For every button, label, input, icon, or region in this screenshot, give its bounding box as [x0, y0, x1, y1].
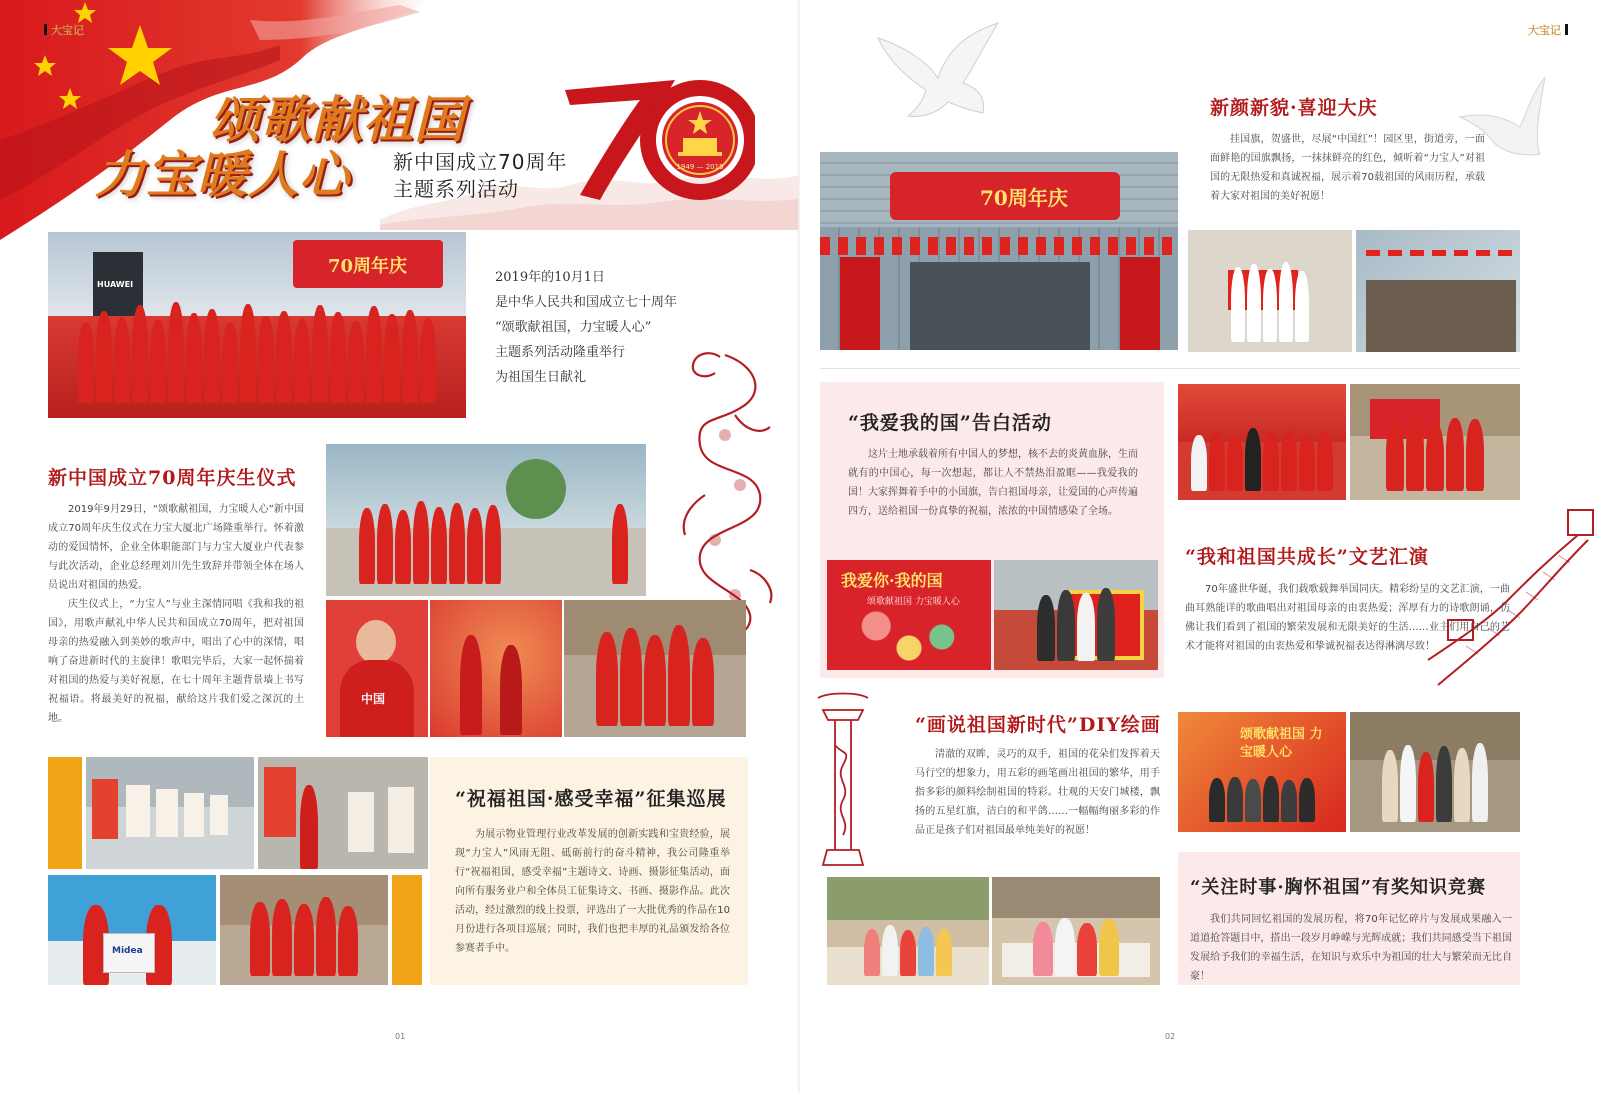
- prize-photo: [48, 875, 216, 985]
- paint-body: [915, 745, 1160, 840]
- singing-photo: [326, 444, 646, 596]
- quiz-audience-photo: [1350, 712, 1520, 832]
- intro-line: 为祖国生日献礼: [495, 370, 587, 385]
- love-title: “我爱我的国”告白活动: [848, 412, 1052, 434]
- right-page: [800, 0, 1600, 1093]
- love-body: [848, 445, 1138, 521]
- title-line-1: 颂歌献祖国: [210, 90, 465, 149]
- paint-title: “画说祖国新时代”DIY绘画: [915, 714, 1161, 736]
- right-header-tag: 大宝记: [1528, 22, 1572, 38]
- left-header-tag: 大宝记: [40, 22, 84, 38]
- flags-row-photo: [1356, 230, 1520, 352]
- tag-bar: [44, 24, 47, 35]
- accent-bar: [48, 757, 82, 869]
- intro-line: 主题系列活动隆重举行: [495, 345, 626, 360]
- intro-line: 2019年的10月1日: [495, 270, 605, 285]
- love-paragraph: 这片土地承载着所有中国人的梦想，核不去的炎黄血脉，生而就有的中国心，每一次想起，都让人不禁热泪盈眶——我爱我的国！大家挥舞着手中的小国旗，告白祖国母亲，让爱国的心声传遍四方，送给祖国一份真挚的祝福，浓浓的中国情感染了全场。: [848, 449, 1138, 517]
- quiz-title: “关注时事·胸怀祖国”有奖知识竞赛: [1190, 877, 1486, 898]
- ceremony-title: 新中国成立70周年庆生仪式: [48, 467, 297, 489]
- accent-bar: [392, 875, 422, 985]
- decorated-building-photo: [820, 152, 1178, 350]
- exhibit-easels-photo: [86, 757, 254, 869]
- title-line-2: 力宝暖人心: [95, 145, 350, 204]
- signing-photo: [564, 600, 746, 737]
- group-photo-ceremony: [48, 232, 466, 418]
- subtitle-line-1: 新中国成立70周年: [393, 150, 568, 174]
- painting-kids-photo-1: [827, 877, 989, 985]
- love-group-photo: [994, 560, 1158, 670]
- dove-icon: [868, 18, 1008, 128]
- quiz-body: [1190, 910, 1512, 986]
- exhibit-body: [455, 825, 730, 958]
- subtitle-line-2: 主题系列活动: [393, 177, 519, 201]
- ceremony-body: [48, 500, 304, 728]
- flag-holders-photo: [1188, 230, 1352, 352]
- quiz-stage-photo: 颂歌献祖国 力宝暖人心: [1178, 712, 1346, 832]
- celebration-banner: 70周年庆: [293, 240, 443, 288]
- exhibit-paragraph: 为展示物业管理行业改革发展的创新实践和宝贵经验，展现“力宝人”风雨无阻、砥砺前行的奋斗精神，我公司隆重举行“祝福祖国，感受幸福”主题诗文、诗画、摄影征集活动，面向所有服务业户和全体员工征集诗文、书画、摄影作品。此次活动，经过激烈的线上投票，评选出了一大批优秀的作品在10月份进行各项目巡展；同时，我们也把丰厚的礼品颁发给各位参赛者手中。: [455, 829, 730, 954]
- grow-title: “我和祖国共成长”文艺汇演: [1185, 546, 1429, 568]
- emblem-years: 1949 — 2019: [676, 163, 724, 171]
- award-group-photo: [220, 875, 388, 985]
- ceremony-paragraph-2: 庆生仪式上，“力宝人”与业主深情同唱《我和我的祖国》，用歌声献礼中华人民共和国成立70周年，把对祖国母亲的热爱融入到美妙的歌声中，唱出了心中的深情，唱响了奋进新时代的主旋律！歌唱完毕后，大家一起怀揣着对祖国的热爱与美好祝愿，在七十周年主题背景墙上书写祝福语。将最美好的祝福，献给这片我们爱之深沉的土地。: [48, 599, 304, 724]
- ceremony-paragraph-1: 2019年9月29日，“颂歌献祖国，力宝暖人心”新中国成立70周年庆生仪式在力宝大厦北广场隆重举行。怀着激动的爱国情怀，企业全体职能部门与力宝大厦业户代表参与此次活动，企业总经理刘川先生致辞并带领全体在场人员说出对祖国的热爱。: [48, 504, 304, 591]
- seventy-anniversary-emblem: [555, 75, 755, 205]
- intro-line: 是中华人民共和国成立七十周年: [495, 295, 678, 310]
- newlook-paragraph: 挂国旗，贺盛世，尽展“中国红”！园区里，街道旁，一面面鲜艳的国旗飘扬，一抹抹鲜亮的红色，倾听着“力宝人”对祖国的无限热爱和真诚祝福，展示着70载祖国的风雨历程，承载着大家对祖国的美好祝愿！: [1210, 134, 1485, 202]
- intro-line: “颂歌献祖国，力宝暖人心”: [495, 320, 652, 335]
- writing-wall-photo: [430, 600, 562, 737]
- paint-paragraph: 清澈的双眸，灵巧的双手，祖国的花朵们发挥着天马行空的想象力，用五彩的画笔画出祖国的繁华，用手指多彩的颜料绘制祖国的特彩。壮观的天安门城楼，飘扬的五星红旗，洁白的和平鸽……一幅幅绚丽多彩的作品正是孩子们对祖国最单纯美好的祝愿！: [915, 749, 1160, 836]
- right-page-number: 02: [1165, 1032, 1176, 1041]
- prize-box: Midea: [103, 933, 155, 973]
- divider: [820, 368, 1520, 369]
- celebration-banner: 70周年庆: [890, 172, 1120, 220]
- tag-bar: [1565, 24, 1568, 35]
- newlook-title: 新颜新貌·喜迎大庆: [1210, 97, 1378, 119]
- building-sign: HUAWEI: [93, 252, 143, 322]
- dance-photo: [1350, 384, 1520, 500]
- grow-body: [1185, 580, 1510, 656]
- performance-group-photo: [1178, 384, 1346, 500]
- quiz-paragraph: 我们共同回忆祖国的发展历程，将70年记忆碎片与发展成果融入一道道抢答题目中，搭出一段岁月峥嵘与光辉成就；我们共同感受当下祖国发展给予我们的幸福生活，在知识与欢乐中为祖国的壮大与繁荣而无比自豪！: [1190, 914, 1512, 982]
- painting-kids-photo-2: [992, 877, 1160, 985]
- exhibit-visitors-photo: [258, 757, 428, 869]
- huabiao-pillar-decoration: [813, 690, 873, 870]
- grow-paragraph: 70年盛世华诞，我们载歌载舞举国同庆。精彩纷呈的文艺汇演，一曲曲耳熟能详的歌曲唱出对祖国母亲的由衷热爱；浑厚有力的诗歌朗诵，仿佛让我们看到了祖国的繁荣发展和无限美好的生活……业主们用自己的艺术才能将对祖国的由衷热爱和挚诚祝福表达得淋漓尽致！: [1185, 584, 1510, 652]
- love-board-photo: 我爱你·我的国 颂歌献祖国 力宝暖人心: [827, 560, 991, 670]
- left-page-number: 01: [395, 1032, 406, 1041]
- exhibit-title: “祝福祖国·感受幸福”征集巡展: [455, 788, 727, 810]
- newlook-body: [1210, 130, 1485, 206]
- speaker-photo: 中国: [326, 600, 428, 737]
